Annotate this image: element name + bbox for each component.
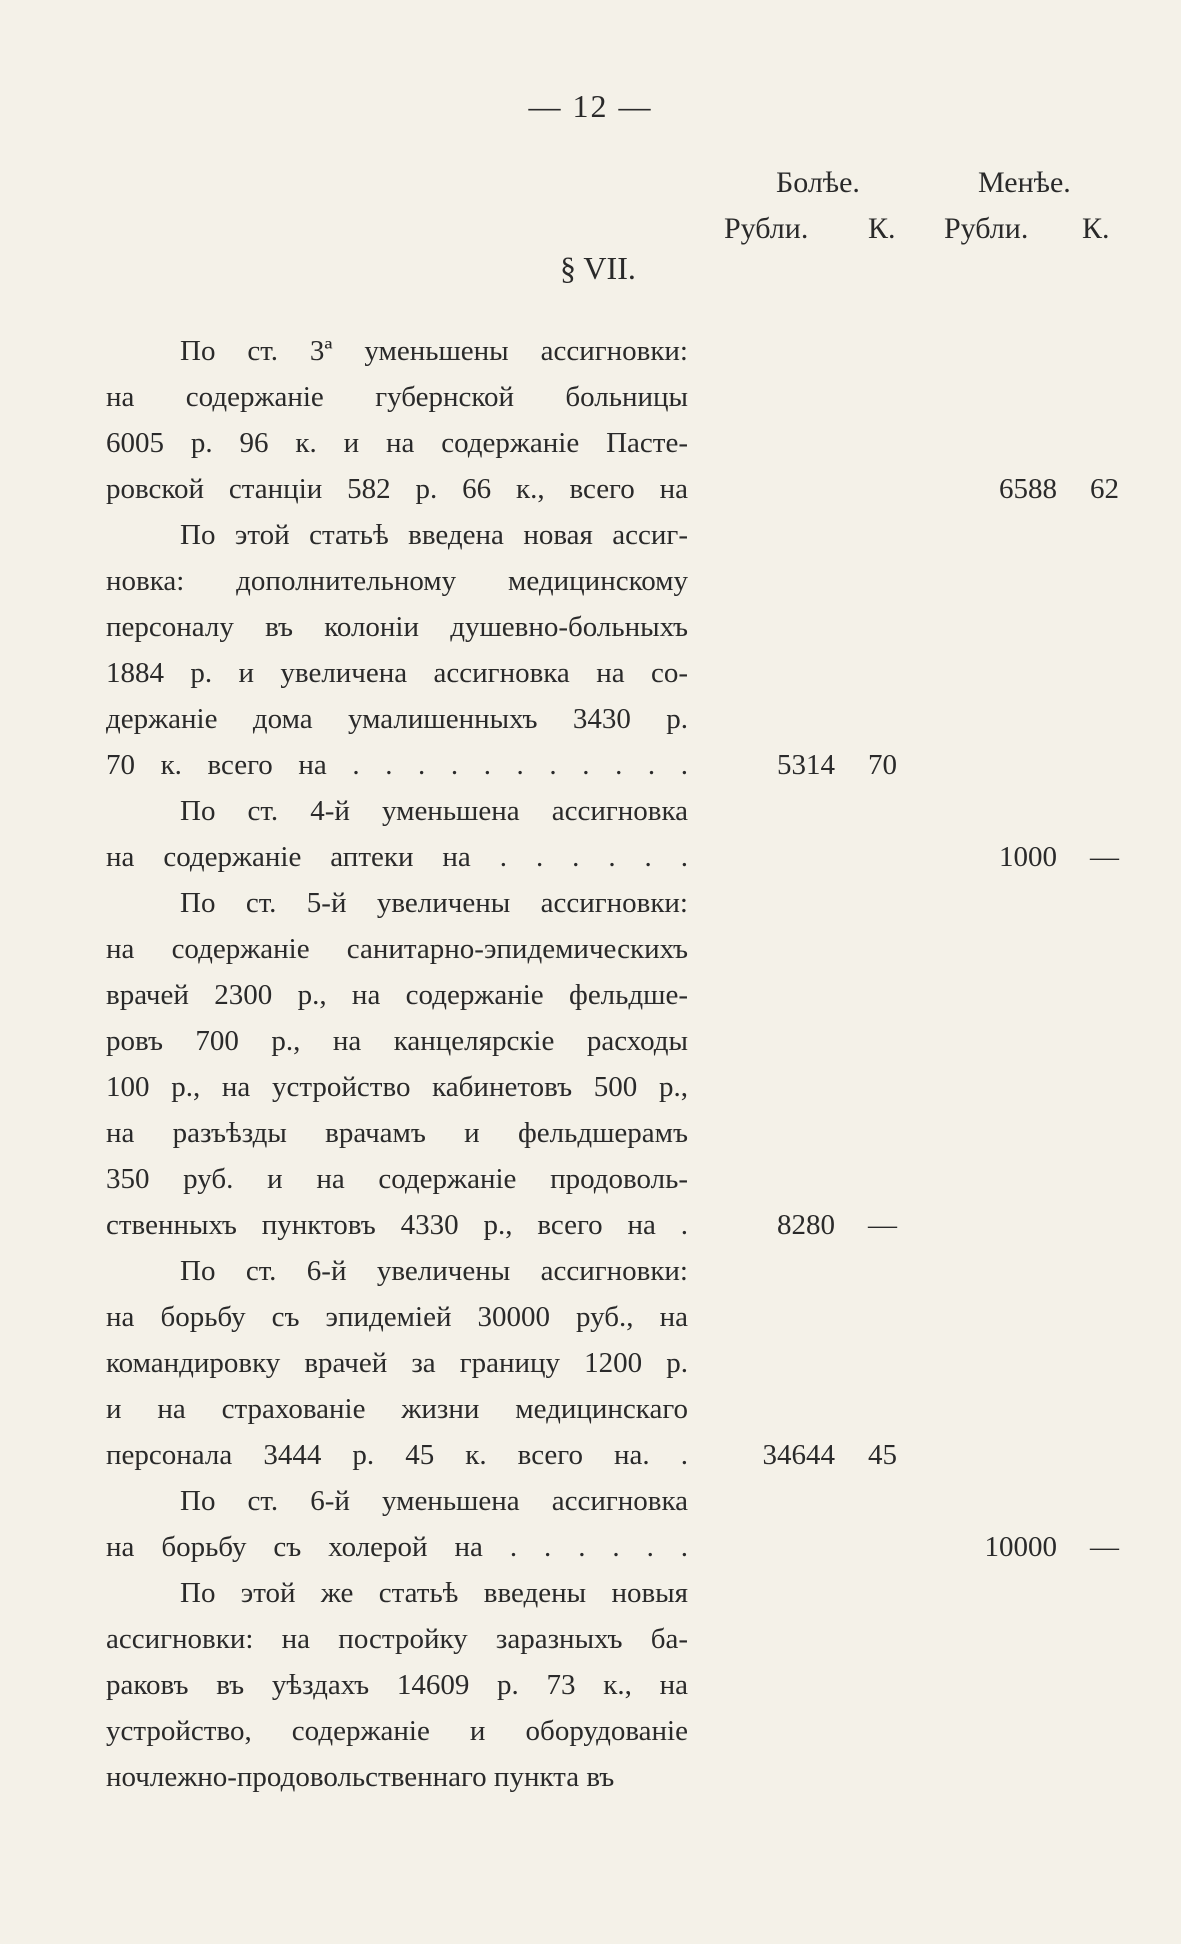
text-line: ственныхъ пунктовъ 4330 р., всего на . xyxy=(106,1209,688,1241)
text-line: и на страхованіе жизни медицинскаго xyxy=(106,1393,688,1425)
text-line: на разъѣзды врачамъ и фельдшерамъ xyxy=(106,1117,688,1149)
column-header-kopecks-more: К. xyxy=(868,212,896,245)
amount-less-kopecks: — xyxy=(1090,841,1119,873)
section-heading: § VII. xyxy=(560,250,636,286)
text-line: 350 руб. и на содержаніе продоволь- xyxy=(106,1163,688,1195)
column-header-kopecks-less: К. xyxy=(1082,212,1110,245)
amount-more-kopecks: 45 xyxy=(868,1439,897,1471)
column-header-rubles-less: Рубли. xyxy=(944,212,1029,245)
text-line: устройство, содержаніе и оборудованіе xyxy=(106,1715,688,1747)
text-line: По ст. 4-й уменьшена ассигновка xyxy=(180,795,688,827)
amount-less-rubles: 1000 xyxy=(999,841,1057,873)
text-line: на содержаніе санитарно-эпидемическихъ xyxy=(106,933,688,965)
text-line: 100 р., на устройство кабинетовъ 500 р., xyxy=(106,1071,688,1103)
text-line: По ст. 6-й уменьшена ассигновка xyxy=(180,1485,688,1517)
text-line: врачей 2300 р., на содержаніе фельдше- xyxy=(106,979,688,1011)
text-line: на содержаніе аптеки на . . . . . . xyxy=(106,841,688,873)
amount-more-kopecks: 70 xyxy=(868,749,897,781)
text-line: новка: дополнительному медицинскому xyxy=(106,565,688,597)
amount-less-kopecks: 62 xyxy=(1090,473,1119,505)
text-line: держаніе дома умалишенныхъ 3430 р. xyxy=(106,703,688,735)
text-line: 6005 р. 96 к. и на содержаніе Пасте- xyxy=(106,427,688,459)
text-line: ровъ 700 р., на канцелярскіе расходы xyxy=(106,1025,688,1057)
text-line: ассигновки: на постройку заразныхъ ба- xyxy=(106,1623,688,1655)
text-line: ровской станціи 582 р. 66 к., всего на xyxy=(106,473,688,505)
text-line: 1884 р. и увеличена ассигновка на со- xyxy=(106,657,688,689)
text-line: По этой же статьѣ введены новыя xyxy=(180,1577,688,1609)
text-line: 70 к. всего на . . . . . . . . . . . xyxy=(106,749,688,781)
text-line: раковъ въ уѣздахъ 14609 р. 73 к., на xyxy=(106,1669,688,1701)
text-line: ночлежно-продовольственнаго пункта въ xyxy=(106,1761,615,1793)
amount-less-rubles: 6588 xyxy=(999,473,1057,505)
column-header-more: Болѣе. xyxy=(776,166,860,199)
column-header-less: Менѣе. xyxy=(978,166,1071,199)
amount-less-rubles: 10000 xyxy=(984,1531,1057,1563)
page-number: — 12 — xyxy=(528,88,653,124)
amount-more-kopecks: — xyxy=(868,1209,897,1241)
text-line: на содержаніе губернской больницы xyxy=(106,381,688,413)
amount-less-kopecks: — xyxy=(1090,1531,1119,1563)
amount-more-rubles: 8280 xyxy=(777,1209,835,1241)
text-line: По этой статьѣ введена новая ассиг- xyxy=(180,519,688,551)
column-header-rubles-more: Рубли. xyxy=(724,212,809,245)
amount-more-rubles: 5314 xyxy=(777,749,835,781)
text-line: на борьбу съ холерой на . . . . . . xyxy=(106,1531,688,1563)
text-line: на борьбу съ эпидеміей 30000 руб., на xyxy=(106,1301,688,1333)
text-line: По ст. 5-й увеличены ассигновки: xyxy=(180,887,688,919)
text-line: По ст. 6-й увеличены ассигновки: xyxy=(180,1255,688,1287)
text-line: персонала 3444 р. 45 к. всего на. . xyxy=(106,1439,688,1471)
text-line: персоналу въ колоніи душевно-больныхъ xyxy=(106,611,688,643)
text-line: командировку врачей за границу 1200 р. xyxy=(106,1347,688,1379)
text-line: По ст. 3ª уменьшены ассигновки: xyxy=(180,335,688,367)
amount-more-rubles: 34644 xyxy=(762,1439,835,1471)
